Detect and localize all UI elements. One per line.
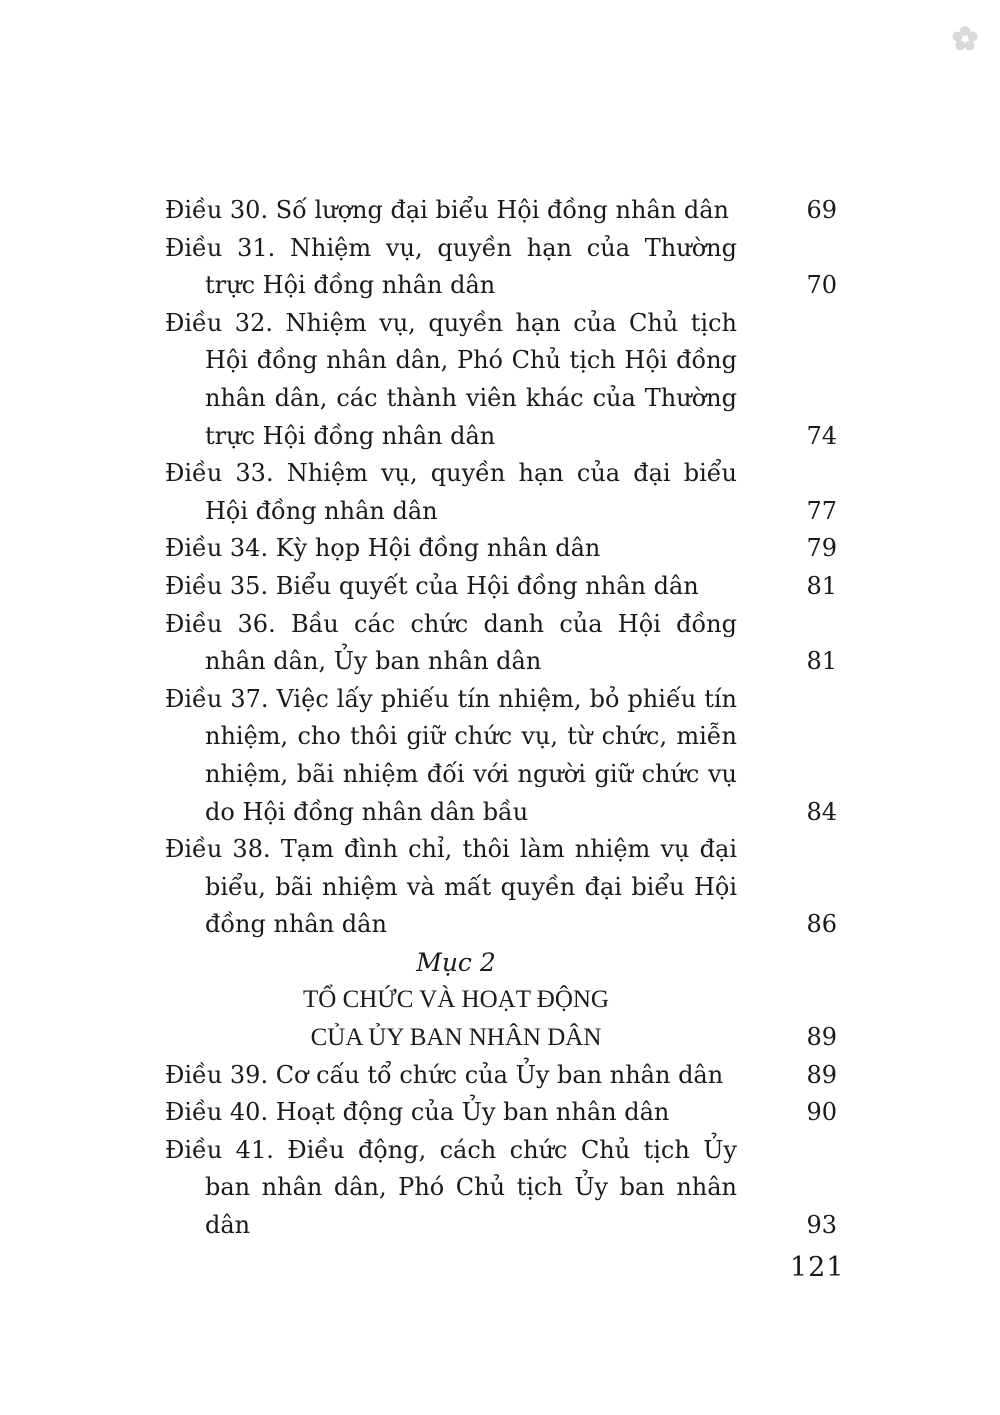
toc-entry-page: 69	[806, 196, 837, 224]
toc-entry[interactable]	[165, 1132, 837, 1245]
toc-entry-title: Điều 38. Tạm đình chỉ, thôi làm nhiệm vụ đại biểu, bãi nhiệm và mất quyền đại biểu Hội đồng nhân dân	[165, 835, 737, 939]
section-page: 89	[806, 1023, 837, 1052]
toc-entry[interactable]	[165, 831, 837, 944]
toc-entry[interactable]	[165, 192, 837, 230]
toc-entry-page: 89	[806, 1060, 837, 1089]
toc-entry-title: Điều 40. Hoạt động của Ủy ban nhân dân	[165, 1098, 670, 1127]
toc-entry[interactable]	[165, 1057, 837, 1095]
toc-entry-title: Điều 36. Bầu các chức danh của Hội đồng nhân dân, Ủy ban nhân dân	[165, 609, 737, 676]
toc-entry-title: Điều 35. Biểu quyết của Hội đồng nhân dân	[165, 571, 699, 600]
toc-entry-title: Điều 33. Nhiệm vụ, quyền hạn của đại biểu Hội đồng nhân dân	[165, 459, 737, 525]
toc-entry-page: 81	[806, 647, 837, 676]
flower-mark-icon	[950, 24, 980, 54]
toc-entry-title: Điều 41. Điều động, cách chức Chủ tịch Ủy ban nhân dân, Phó Chủ tịch Ủy ban nhân dân	[165, 1135, 737, 1240]
toc-entry-title: Điều 37. Việc lấy phiếu tín nhiệm, bỏ phiếu tín nhiệm, cho thôi giữ chức vụ, từ chức, miễn nhiệm, bãi nhiệm đối với người giữ chức vụ do Hội đồng nhân dân bầu	[165, 684, 737, 826]
toc-entry[interactable]	[165, 455, 837, 530]
toc-entry-title: Điều 39. Cơ cấu tổ chức của Ủy ban nhân dân	[165, 1060, 724, 1089]
toc-entry-page: 81	[806, 571, 837, 600]
section-label: Mục 2	[416, 947, 496, 977]
toc-entry[interactable]	[165, 681, 837, 831]
toc-entry[interactable]	[165, 230, 837, 305]
toc-entry-page: 86	[806, 910, 837, 939]
toc-entry-title: Điều 34. Kỳ họp Hội đồng nhân dân	[165, 534, 601, 563]
toc-entry-title: Điều 31. Nhiệm vụ, quyền hạn của Thường trực Hội đồng nhân dân	[165, 233, 737, 300]
toc-entry[interactable]	[165, 606, 837, 681]
section-title-line-1: TỔ CHỨC VÀ HOẠT ĐỘNG	[303, 986, 609, 1014]
toc-entry-page: 84	[806, 797, 837, 826]
toc-entry-title: Điều 30. Số lượng đại biểu Hội đồng nhân dân	[165, 196, 729, 224]
toc-entry-page: 79	[806, 534, 837, 563]
toc-entry[interactable]	[165, 1094, 837, 1132]
toc-entry[interactable]	[165, 305, 837, 455]
page-number: 121	[790, 1252, 845, 1283]
toc-entry-title: Điều 32. Nhiệm vụ, quyền hạn của Chủ tịch Hội đồng nhân dân, Phó Chủ tịch Hội đồng nhân dân, các thành viên khác của Thường trực Hội đồng nhân dân	[165, 308, 737, 450]
toc-entry-page: 77	[806, 496, 837, 525]
section-title-line-2: CỦA ỦY BAN NHÂN DÂN	[310, 1024, 602, 1052]
toc-entry-page: 74	[806, 421, 837, 450]
toc-entry[interactable]	[165, 568, 837, 606]
toc-entry-page: 93	[806, 1211, 837, 1240]
toc-entry-page: 90	[806, 1098, 837, 1127]
table-of-contents	[165, 192, 837, 1245]
toc-entry[interactable]	[165, 530, 837, 568]
toc-entry-page: 70	[806, 271, 837, 300]
toc-section-heading[interactable]	[165, 944, 837, 1057]
